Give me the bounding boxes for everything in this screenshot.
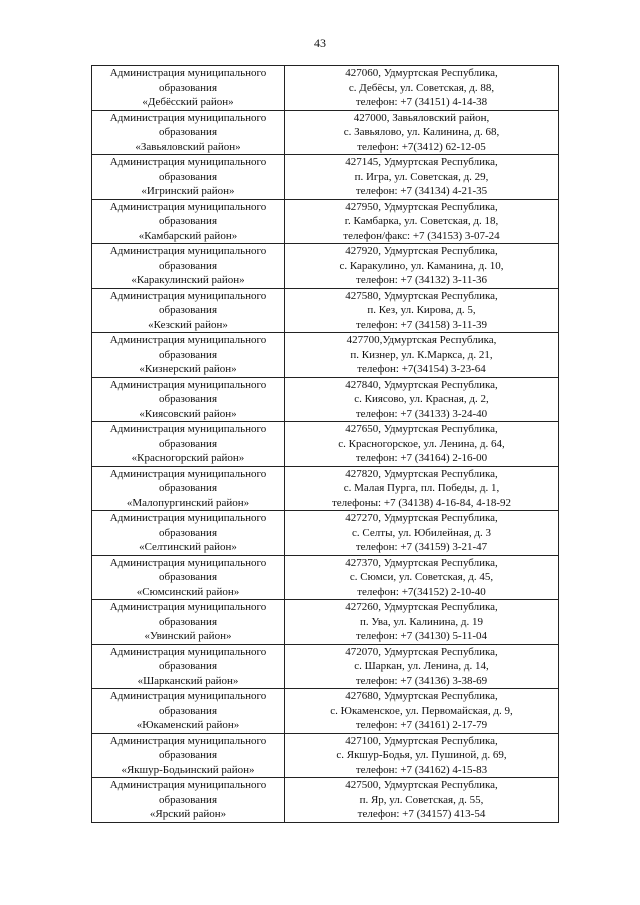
address-line: телефон: +7 (34164) 2-16-00 bbox=[355, 452, 488, 464]
administration-name-cell bbox=[92, 422, 285, 467]
name-line: «Малопургинский район» bbox=[126, 496, 250, 509]
table-row bbox=[92, 733, 559, 778]
administration-name-cell bbox=[92, 466, 285, 511]
name-line: «Сюмсинский район» bbox=[136, 585, 240, 598]
name-line: Администрация муниципального bbox=[109, 467, 267, 480]
name-line: образования bbox=[158, 170, 218, 183]
table-row bbox=[92, 199, 559, 244]
name-line: «Красногорский район» bbox=[131, 452, 245, 464]
address-cell bbox=[285, 377, 559, 422]
address-line: 427370, Удмуртская Республика, bbox=[345, 556, 498, 569]
name-line: Администрация муниципального bbox=[109, 690, 267, 702]
administrations-table bbox=[91, 65, 559, 823]
table-body bbox=[92, 66, 559, 823]
name-line: «Кезский район» bbox=[148, 318, 228, 331]
name-line: Администрация муниципального bbox=[109, 779, 267, 791]
table-row bbox=[92, 288, 559, 333]
name-line: Администрация муниципального bbox=[109, 645, 267, 658]
name-line: «Юкаменский район» bbox=[136, 719, 240, 731]
name-line: Администрация муниципального bbox=[109, 200, 267, 213]
address-line: с. Дебёсы, ул. Советская, д. 88, bbox=[348, 81, 495, 94]
name-line: образования bbox=[158, 571, 218, 583]
address-line: с. Малая Пурга, пл. Победы, д. 1, bbox=[343, 482, 500, 494]
name-line: образования bbox=[158, 704, 218, 717]
name-line: Администрация муниципального bbox=[109, 512, 267, 524]
address-line: телефоны: +7 (34138) 4-16-84, 4-18-92 bbox=[331, 496, 512, 509]
address-line: телефон: +7 (34151) 4-14-38 bbox=[355, 96, 488, 108]
name-line: Администрация муниципального bbox=[109, 423, 267, 435]
address-line: телефон: +7 (34161) 2-17-79 bbox=[355, 719, 488, 731]
name-line: Администрация муниципального bbox=[109, 378, 267, 391]
table-row bbox=[92, 600, 559, 645]
name-line: образования bbox=[158, 304, 218, 316]
name-line: Администрация муниципального bbox=[109, 334, 267, 346]
address-line: 427680, Удмуртская Республика, bbox=[345, 690, 498, 702]
address-line: телефон: +7 (34157) 413-54 bbox=[357, 808, 486, 820]
address-line: 427920, Удмуртская Республика, bbox=[345, 245, 498, 257]
name-line: образования bbox=[158, 482, 218, 494]
address-line: с. Сюмси, ул. Советская, д. 45, bbox=[349, 571, 494, 583]
address-line: 427820, Удмуртская Республика, bbox=[345, 467, 498, 480]
address-line: телефон/факс: +7 (34153) 3-07-24 bbox=[343, 229, 500, 242]
address-line: телефон: +7 (34158) 3-11-39 bbox=[356, 318, 487, 331]
address-line: телефон: +7(34152) 2-10-40 bbox=[357, 585, 486, 598]
address-line: 427950, Удмуртская Республика, bbox=[345, 200, 498, 213]
address-line: п. Кизнер, ул. К.Маркса, д. 21, bbox=[350, 348, 493, 361]
address-line: 427100, Удмуртская Республика, bbox=[345, 734, 498, 747]
table-row bbox=[92, 110, 559, 155]
address-line: телефон: +7 (34132) 3-11-36 bbox=[356, 274, 487, 286]
address-cell bbox=[285, 733, 559, 778]
table-row bbox=[92, 377, 559, 422]
address-line: 427500, Удмуртская Республика, bbox=[345, 779, 498, 791]
name-line: образования bbox=[158, 81, 218, 94]
name-line: «Ярский район» bbox=[149, 808, 227, 820]
address-line: с. Каракулино, ул. Каманина, д. 10, bbox=[339, 259, 504, 272]
address-line: 427260, Удмуртская Республика, bbox=[345, 601, 498, 613]
address-cell bbox=[285, 199, 559, 244]
address-line: телефон: +7 (34136) 3-38-69 bbox=[355, 674, 488, 687]
name-line: «Игринский район» bbox=[141, 185, 235, 197]
address-cell bbox=[285, 288, 559, 333]
name-line: Администрация муниципального bbox=[109, 289, 267, 302]
address-line: п. Яр, ул. Советская, д. 55, bbox=[359, 793, 484, 806]
administration-name-cell bbox=[92, 600, 285, 645]
address-line: 472070, Удмуртская Республика, bbox=[345, 645, 498, 658]
address-cell bbox=[285, 422, 559, 467]
name-line: «Каракулинский район» bbox=[131, 274, 245, 286]
name-line: «Якшур-Бодьинский район» bbox=[121, 763, 255, 776]
name-line: «Селтинский район» bbox=[139, 541, 237, 553]
name-line: образования bbox=[158, 259, 218, 272]
address-cell bbox=[285, 600, 559, 645]
table-row bbox=[92, 778, 559, 823]
address-line: 427270, Удмуртская Республика, bbox=[345, 512, 498, 524]
table-row bbox=[92, 644, 559, 689]
address-cell bbox=[285, 644, 559, 689]
address-cell bbox=[285, 466, 559, 511]
name-line: образования bbox=[158, 615, 218, 628]
address-line: телефон: +7(3412) 62-12-05 bbox=[357, 140, 486, 153]
table-row bbox=[92, 66, 559, 111]
name-line: «Дебёсский район» bbox=[142, 96, 234, 108]
name-line: образования bbox=[158, 348, 218, 361]
address-line: 427840, Удмуртская Республика, bbox=[345, 378, 498, 391]
address-line: г. Камбарка, ул. Советская, д. 18, bbox=[344, 215, 499, 227]
address-cell bbox=[285, 155, 559, 200]
address-line: с. Селты, ул. Юбилейная, д. 3 bbox=[352, 526, 491, 539]
name-line: образования bbox=[158, 660, 218, 672]
table-row bbox=[92, 244, 559, 289]
table-row bbox=[92, 466, 559, 511]
name-line: Администрация муниципального bbox=[109, 67, 267, 79]
address-line: телефон: +7 (34159) 3-21-47 bbox=[355, 541, 488, 553]
name-line: «Кизнерский район» bbox=[139, 363, 237, 375]
address-line: телефон: +7(34154) 3-23-64 bbox=[357, 363, 486, 375]
address-line: 427650, Удмуртская Республика, bbox=[345, 423, 498, 435]
address-line: с. Шаркан, ул. Ленина, д. 14, bbox=[354, 660, 489, 672]
administration-name-cell bbox=[92, 644, 285, 689]
address-cell bbox=[285, 110, 559, 155]
administration-name-cell bbox=[92, 733, 285, 778]
address-line: 427060, Удмуртская Республика, bbox=[345, 67, 498, 79]
name-line: «Киясовский район» bbox=[139, 407, 237, 420]
name-line: Администрация муниципального bbox=[109, 601, 267, 613]
address-cell bbox=[285, 66, 559, 111]
address-line: с. Красногорское, ул. Ленина, д. 64, bbox=[338, 437, 505, 450]
address-line: 427145, Удмуртская Республика, bbox=[345, 156, 498, 168]
name-line: Администрация муниципального bbox=[109, 245, 267, 257]
name-line: Администрация муниципального bbox=[109, 556, 267, 569]
administration-name-cell bbox=[92, 155, 285, 200]
address-line: 427580, Удмуртская Республика, bbox=[345, 289, 498, 302]
administration-name-cell bbox=[92, 555, 285, 600]
table-row bbox=[92, 333, 559, 378]
address-line: п. Кез, ул. Кирова, д. 5, bbox=[367, 304, 476, 316]
address-line: п. Игра, ул. Советская, д. 29, bbox=[354, 170, 489, 183]
administration-name-cell bbox=[92, 110, 285, 155]
name-line: образования bbox=[158, 215, 218, 227]
administration-name-cell bbox=[92, 288, 285, 333]
address-line: 427700,Удмуртская Республика, bbox=[346, 334, 497, 346]
name-line: «Завьяловский район» bbox=[135, 140, 241, 153]
name-line: образования bbox=[158, 749, 218, 761]
address-line: с. Юкаменское, ул. Первомайская, д. 9, bbox=[330, 704, 513, 717]
name-line: образования bbox=[158, 793, 218, 806]
page-number: 43 bbox=[314, 36, 326, 50]
address-line: телефон: +7 (34162) 4-15-83 bbox=[355, 763, 488, 776]
address-line: п. Ува, ул. Калинина, д. 19 bbox=[359, 615, 484, 628]
administration-name-cell bbox=[92, 511, 285, 556]
address-cell bbox=[285, 555, 559, 600]
name-line: Администрация муниципального bbox=[109, 111, 267, 124]
address-line: с. Киясово, ул. Красная, д. 2, bbox=[354, 393, 489, 405]
address-cell bbox=[285, 689, 559, 734]
name-line: «Шарканский район» bbox=[137, 674, 239, 687]
administration-name-cell bbox=[92, 66, 285, 111]
address-cell bbox=[285, 333, 559, 378]
table-row bbox=[92, 422, 559, 467]
name-line: образования bbox=[158, 526, 218, 539]
address-cell bbox=[285, 244, 559, 289]
table-row bbox=[92, 689, 559, 734]
address-line: с. Якшур-Бодья, ул. Пушиной, д. 69, bbox=[336, 749, 507, 761]
table-row bbox=[92, 511, 559, 556]
name-line: «Увинский район» bbox=[144, 630, 232, 642]
administration-name-cell bbox=[92, 244, 285, 289]
address-line: телефон: +7 (34134) 4-21-35 bbox=[355, 185, 488, 197]
administration-name-cell bbox=[92, 333, 285, 378]
name-line: «Камбарский район» bbox=[138, 229, 238, 242]
address-line: телефон: +7 (34130) 5-11-04 bbox=[356, 630, 487, 642]
table-row bbox=[92, 155, 559, 200]
name-line: образования bbox=[158, 126, 218, 138]
administration-name-cell bbox=[92, 377, 285, 422]
address-line: 427000, Завьяловский район, bbox=[353, 111, 490, 124]
address-cell bbox=[285, 778, 559, 823]
table-row bbox=[92, 555, 559, 600]
administration-name-cell bbox=[92, 689, 285, 734]
name-line: Администрация муниципального bbox=[109, 734, 267, 747]
name-line: образования bbox=[158, 393, 218, 405]
administration-name-cell bbox=[92, 199, 285, 244]
name-line: Администрация муниципального bbox=[109, 156, 267, 168]
name-line: образования bbox=[158, 437, 218, 450]
address-line: телефон: +7 (34133) 3-24-40 bbox=[355, 407, 488, 420]
address-line: с. Завьялово, ул. Калинина, д. 68, bbox=[343, 126, 500, 138]
administration-name-cell bbox=[92, 778, 285, 823]
address-cell bbox=[285, 511, 559, 556]
